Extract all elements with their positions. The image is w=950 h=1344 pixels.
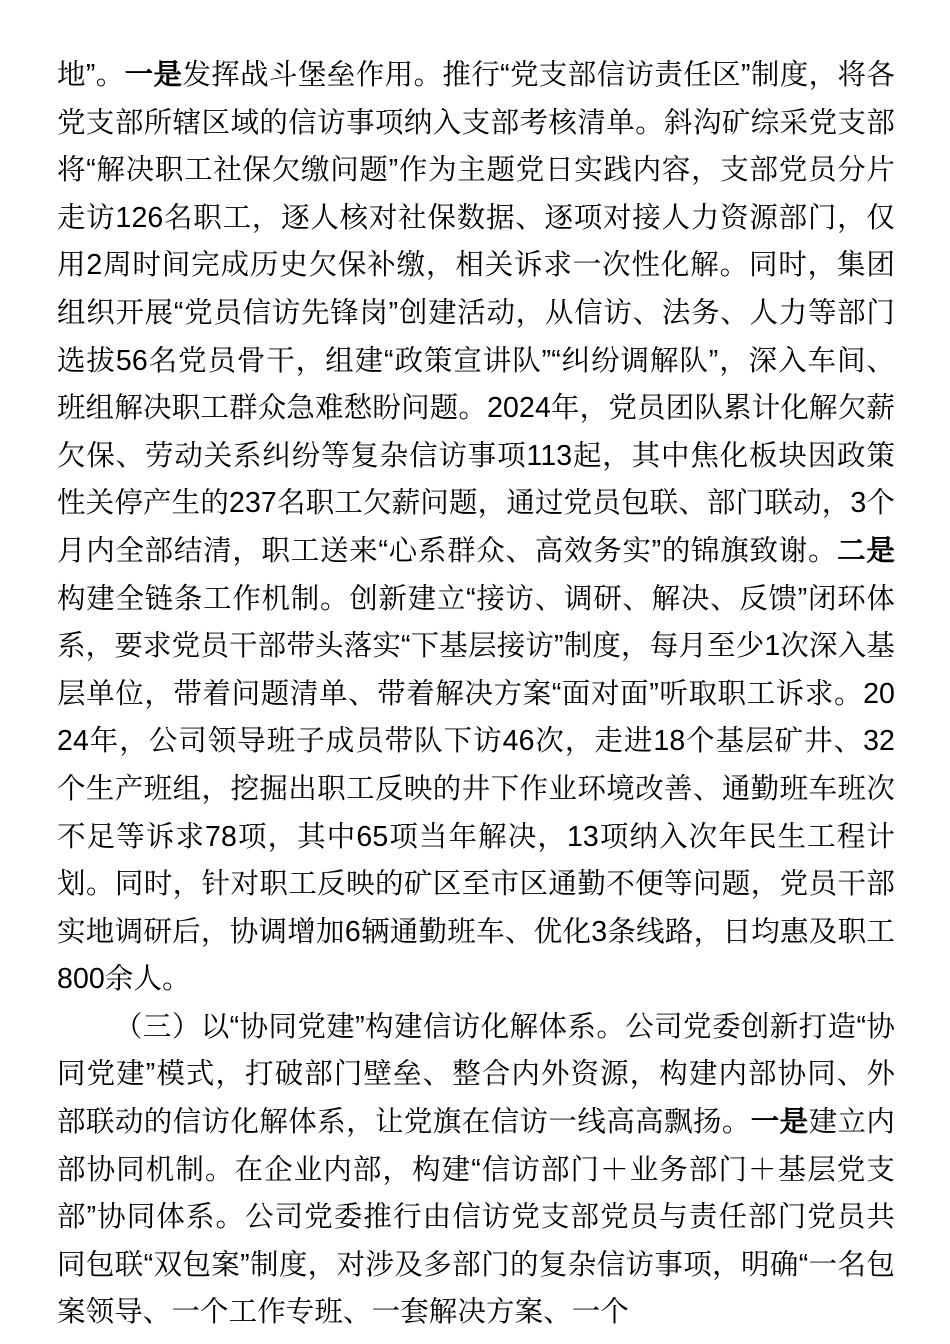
text-run: 发挥战斗堡垒作用。推行“党支部信访责任区”制度，将各党支部所辖区域的信访事项纳入支部考核清单。斜沟矿综采党支部将“解决职工社保欠缴问题”作为主题党日实践内容，支部党员分片走访126名职工，逐人核对社保数据、逐项对接人力资源部门，仅用2周时间完成历史欠保补缴，相关诉求一次性化解。同时，集团组织开展“党员信访先锋岗”创建活动，从信访、法务、人力等部门选拔56名党员骨干，组建“政策宣讲队”“纠纷调解队”，深入车间、班组解决职工群众急难愁盼问题。2024年，党员团队累计化解欠薪欠保、劳动关系纠纷等复杂信访事项113起，其中焦化板块因政策性关停产生的237名职工欠薪问题，通过党员包联、部门联动，3个月内全部结清，职工送来“心系群众、高效务实”的锦旗致谢。 xyxy=(57,59,895,567)
text-run: 建立内部协同机制。在企业内部，构建“信访部门＋业务部门＋基层党支部”协同体系。公司党委推行由信访党支部党员与责任部门党员共同包联“双包案”制度，对涉及多部门的复杂信访事项，明确“一名包案领导、一个工作专班、一套解决方案、一个 xyxy=(57,1106,896,1329)
emphasis-run: 二是 xyxy=(837,534,895,567)
paragraph-2 xyxy=(57,1004,895,1337)
paragraph-1 xyxy=(57,52,895,1004)
text-run: 构建全链条工作机制。创新建立“接访、调研、解决、反馈”闭环体系，要求党员干部带头落实“下基层接访”制度，每月至少1次深入基层单位，带着问题清单、带着解决方案“面对面”听取职工诉求。2024年，公司领导班子成员带队下访46次，走进18个基层矿井、32个生产班组，挖掘出职工反映的井下作业环境改善、通勤班车班次不足等诉求78项，其中65项当年解决，13项纳入次年民生工程计划。同时，针对职工反映的矿区至市区通勤不便等问题，党员干部实地调研后，协调增加6辆通勤班车、优化3条线路，日均惠及职工800余人。 xyxy=(57,582,895,996)
text-run: 地”。 xyxy=(57,59,125,91)
emphasis-run: 一是 xyxy=(124,59,183,91)
emphasis-run: 一是 xyxy=(750,1106,809,1139)
document-body xyxy=(57,52,895,1337)
text-run: （三）以“协同党建”构建信访化解体系。公司党委创新打造“协同党建”模式，打破部门壁垒、整合内外资源，构建内部协同、外部联动的信访化解体系，让党旗在信访一线高高飘扬。 xyxy=(57,1010,895,1139)
